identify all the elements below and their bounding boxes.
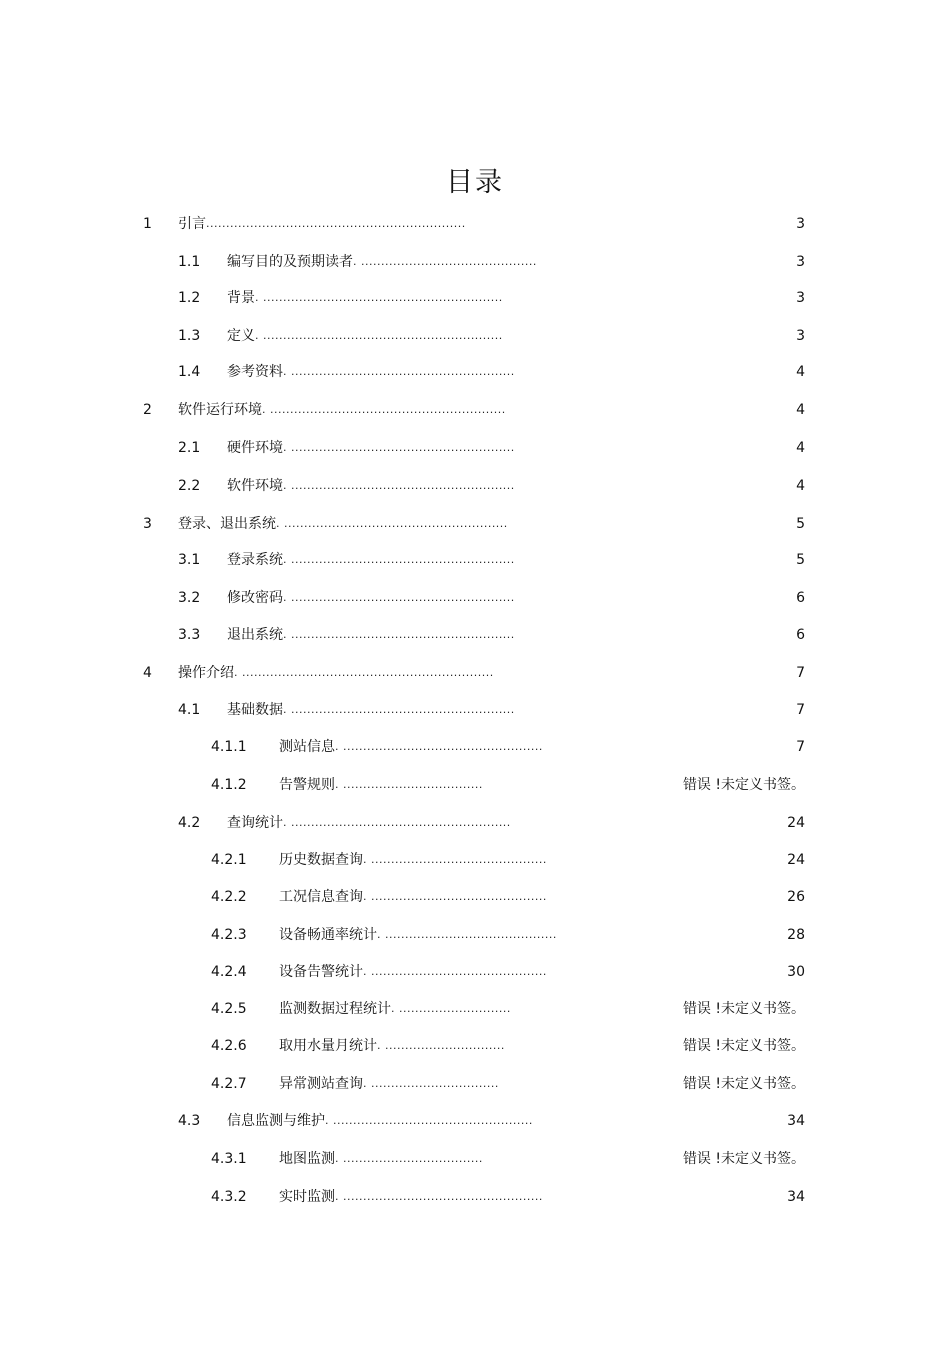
toc-entry-number: 3.2 [178, 590, 201, 606]
toc-entry-page: 3 [796, 328, 805, 344]
toc-entry-number: 4.3.1 [211, 1151, 247, 1167]
toc-entry-text [178, 398, 506, 422]
toc-leader-dots: . ............................................ [363, 853, 547, 866]
toc-entry-page: 错误 !未定义书签。 [682, 1038, 805, 1054]
toc-entry-text [227, 811, 511, 835]
toc-entry-text [227, 623, 515, 647]
toc-entry-text [227, 324, 503, 348]
toc-entry-label: 实时监测 [279, 1189, 335, 1205]
toc-entry-text [227, 286, 503, 310]
toc-entry-label: 操作介绍 [178, 665, 234, 681]
toc-leader-dots: . ........................................................ [283, 628, 515, 641]
toc-entry-number: 1.2 [178, 290, 201, 306]
toc-entry[interactable] [0, 1147, 950, 1171]
toc-leader-dots: . ........................................................ [283, 591, 515, 604]
toc-entry-text [279, 1185, 543, 1209]
toc-entry-text [178, 512, 508, 536]
toc-entry[interactable] [0, 360, 950, 384]
toc-entry-number: 4.2.3 [211, 927, 247, 943]
toc-entry-label: 引言 [178, 216, 206, 232]
toc-leader-dots: . ........................................... [377, 928, 557, 941]
toc-leader-dots: . ........................................................ [283, 365, 515, 378]
toc-entry-number: 4.2.7 [211, 1076, 247, 1092]
toc-entry[interactable] [0, 885, 950, 909]
toc-entry-text [178, 212, 466, 236]
toc-entry-number: 4.2.1 [211, 852, 247, 868]
toc-leader-dots: . .................................................. [335, 1190, 543, 1203]
toc-entry-page: 6 [796, 627, 805, 643]
toc-entry-page: 错误 !未定义书签。 [682, 1076, 805, 1092]
toc-entry[interactable] [0, 548, 950, 572]
toc-entry-text [279, 1034, 505, 1058]
toc-entry-label: 工况信息查询 [279, 889, 363, 905]
toc-entry-label: 修改密码 [227, 590, 283, 606]
toc-entry-text [279, 997, 511, 1021]
toc-entry-page: 7 [796, 702, 805, 718]
toc-leader-dots: . ............................................ [363, 965, 547, 978]
toc-leader-dots: . ............................................................ [255, 329, 503, 342]
toc-leader-dots: . ........................................................ [283, 703, 515, 716]
toc-entry-page: 错误 !未定义书签。 [682, 1001, 805, 1017]
toc-entry-text [279, 885, 547, 909]
toc-leader-dots: . ....................................................... [283, 816, 511, 829]
toc-entry-number: 1 [143, 216, 152, 232]
toc-entry-number: 4.2.4 [211, 964, 247, 980]
toc-entry-number: 4 [143, 665, 152, 681]
toc-leader-dots: ................................................................. [206, 217, 466, 230]
toc-entry-page: 30 [787, 964, 805, 980]
toc-leader-dots: . .................................................. [335, 740, 543, 753]
toc-leader-dots: . ........................................................ [283, 441, 515, 454]
toc-entry-text [279, 848, 547, 872]
toc-entry-number: 2.2 [178, 478, 201, 494]
toc-entry-page: 24 [787, 815, 805, 831]
toc-entry-label: 基础数据 [227, 702, 283, 718]
toc-entry-page: 34 [787, 1113, 805, 1129]
toc-entry-number: 3 [143, 516, 152, 532]
toc-entry-label: 退出系统 [227, 627, 283, 643]
toc-entry-text [279, 735, 543, 759]
toc-entry-label: 登录系统 [227, 552, 283, 568]
toc-entry[interactable] [0, 661, 950, 685]
toc-entry[interactable] [0, 623, 950, 647]
toc-entry-text [227, 1109, 533, 1133]
toc-entry[interactable] [0, 698, 950, 722]
toc-entry-label: 历史数据查询 [279, 852, 363, 868]
toc-entry-label: 地图监测 [279, 1151, 335, 1167]
toc-entry-label: 告警规则 [279, 777, 335, 793]
toc-leader-dots: . ................................... [335, 1152, 483, 1165]
toc-entry-label: 软件环境 [227, 478, 283, 494]
toc-entry[interactable] [0, 773, 950, 797]
toc-leader-dots: . ........................................................ [283, 553, 515, 566]
toc-entry-page: 5 [796, 552, 805, 568]
toc-entry-number: 1.1 [178, 254, 201, 270]
toc-entry-page: 34 [787, 1189, 805, 1205]
toc-entry-number: 2.1 [178, 440, 201, 456]
toc-entry[interactable] [0, 512, 950, 536]
toc-entry-page: 4 [796, 402, 805, 418]
toc-entry-label: 登录、退出系统 [178, 516, 276, 532]
toc-entry-label: 设备告警统计 [279, 964, 363, 980]
toc-entry-label: 查询统计 [227, 815, 283, 831]
toc-entry[interactable] [0, 1185, 950, 1209]
toc-entry[interactable] [0, 1072, 950, 1096]
toc-leader-dots: . ................................... [335, 778, 483, 791]
toc-entry-label: 监测数据过程统计 [279, 1001, 391, 1017]
toc-entry-text [227, 360, 515, 384]
toc-entry-number: 4.1 [178, 702, 201, 718]
toc-entry[interactable] [0, 398, 950, 422]
toc-entry[interactable] [0, 848, 950, 872]
toc-entry[interactable] [0, 735, 950, 759]
toc-entry[interactable] [0, 436, 950, 460]
toc-entry-text [178, 661, 494, 685]
toc-entry-page: 3 [796, 216, 805, 232]
toc-entry[interactable] [0, 997, 950, 1021]
toc-entry[interactable] [0, 811, 950, 835]
toc-entry-number: 4.1.1 [211, 739, 247, 755]
toc-entry-number: 1.4 [178, 364, 201, 380]
toc-entry-label: 编写目的及预期读者 [227, 254, 353, 270]
toc-entry-text [279, 1147, 483, 1171]
toc-entry-page: 26 [787, 889, 805, 905]
toc-leader-dots: . ............................ [391, 1002, 511, 1015]
toc-entry-page: 6 [796, 590, 805, 606]
toc-entry-page: 7 [796, 739, 805, 755]
toc-entry[interactable] [0, 250, 950, 274]
toc-entry-page: 7 [796, 665, 805, 681]
toc-entry-page: 3 [796, 290, 805, 306]
toc-entry[interactable] [0, 586, 950, 610]
toc-entry-page: 28 [787, 927, 805, 943]
toc-entry[interactable] [0, 1109, 950, 1133]
toc-entry-text [279, 1072, 499, 1096]
toc-entry-text [227, 698, 515, 722]
toc-title: 目录 [446, 167, 504, 198]
toc-entry-number: 3.1 [178, 552, 201, 568]
toc-entry-number: 4.2 [178, 815, 201, 831]
toc-entry-number: 4.2.2 [211, 889, 247, 905]
toc-entry-number: 2 [143, 402, 152, 418]
toc-entry[interactable] [0, 324, 950, 348]
toc-entry-text [227, 548, 515, 572]
toc-leader-dots: . ............................................................ [255, 291, 503, 304]
toc-entry-label: 定义 [227, 328, 255, 344]
toc-entry-page: 4 [796, 478, 805, 494]
toc-leader-dots: . ............................................ [353, 255, 537, 268]
toc-entry-number: 4.2.5 [211, 1001, 247, 1017]
toc-entry[interactable] [0, 212, 950, 236]
toc-entry[interactable] [0, 286, 950, 310]
toc-leader-dots: . ........................................................... [262, 403, 506, 416]
toc-entry-label: 参考资料 [227, 364, 283, 380]
toc-entry[interactable] [0, 960, 950, 984]
toc-entry[interactable] [0, 923, 950, 947]
toc-leader-dots: . .................................................. [325, 1114, 533, 1127]
toc-entry[interactable] [0, 474, 950, 498]
toc-entry-page: 4 [796, 440, 805, 456]
toc-entry-page: 错误 !未定义书签。 [682, 1151, 805, 1167]
toc-entry-page: 4 [796, 364, 805, 380]
toc-entry-label: 设备畅通率统计 [279, 927, 377, 943]
toc-entry-number: 3.3 [178, 627, 201, 643]
toc-entry-label: 异常测站查询 [279, 1076, 363, 1092]
toc-entry-text [227, 250, 537, 274]
toc-entry-number: 4.3.2 [211, 1189, 247, 1205]
toc-leader-dots: . ................................ [363, 1077, 499, 1090]
toc-entry-text [227, 436, 515, 460]
toc-leader-dots: . ........................................................ [283, 479, 515, 492]
toc-entry-number: 1.3 [178, 328, 201, 344]
toc-entry-label: 测站信息 [279, 739, 335, 755]
toc-leader-dots: . ........................................................ [276, 517, 508, 530]
toc-leader-dots: . .............................. [377, 1039, 505, 1052]
toc-entry[interactable] [0, 1034, 950, 1058]
toc-entry-number: 4.3 [178, 1113, 201, 1129]
toc-entry-label: 取用水量月统计 [279, 1038, 377, 1054]
toc-entry-text [227, 586, 515, 610]
toc-entry-number: 4.2.6 [211, 1038, 247, 1054]
toc-entry-text [227, 474, 515, 498]
toc-entry-label: 硬件环境 [227, 440, 283, 456]
toc-entry-page: 5 [796, 516, 805, 532]
toc-entry-page: 24 [787, 852, 805, 868]
toc-entry-page: 3 [796, 254, 805, 270]
toc-entry-label: 软件运行环境 [178, 402, 262, 418]
toc-entry-page: 错误 !未定义书签。 [682, 777, 805, 793]
toc-entry-text [279, 923, 557, 947]
toc-entry-number: 4.1.2 [211, 777, 247, 793]
toc-entry-label: 信息监测与维护 [227, 1113, 325, 1129]
toc-leader-dots: . ............................................................... [234, 666, 494, 679]
toc-entry-text [279, 773, 483, 797]
toc-entry-label: 背景 [227, 290, 255, 306]
toc-entry-text [279, 960, 547, 984]
toc-leader-dots: . ............................................ [363, 890, 547, 903]
